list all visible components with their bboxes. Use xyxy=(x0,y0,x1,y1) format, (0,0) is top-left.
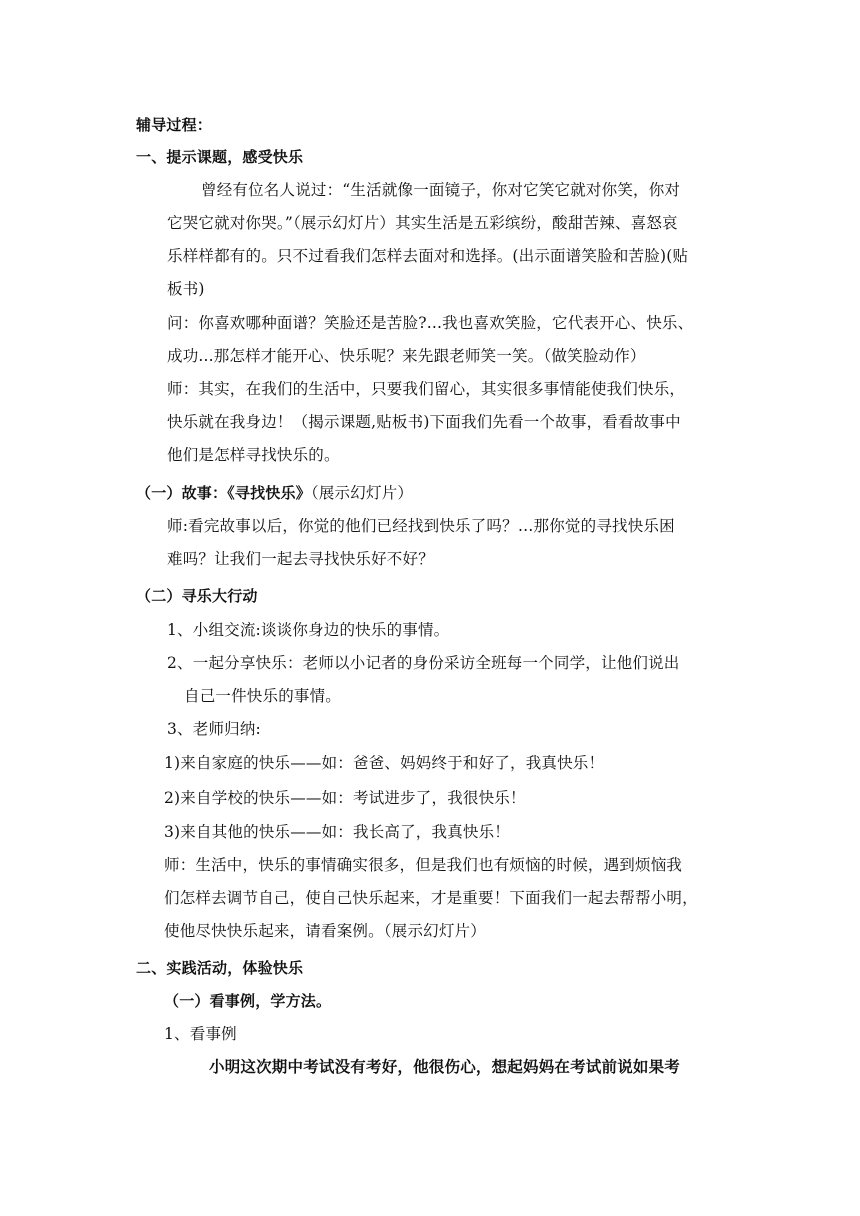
section2-title: 二、实践活动，体验快乐 xyxy=(136,959,304,977)
section2-item1: 1、看事例 xyxy=(164,1025,237,1043)
teacher-line3: 使他尽快快乐起来，请看案例。（展示幻灯片） xyxy=(164,922,486,940)
para3-line1: 师：其实，在我们的生活中，只要我们留心，其实很多事情能使我们快乐， xyxy=(167,380,686,398)
sub2-item2-line1: 2、一起分享快乐：老师以小记者的身份采访全班每一个同学，让他们说出 xyxy=(167,654,680,672)
sub2-title: （二）寻乐大行动 xyxy=(136,587,258,605)
para1-line4: 板书) xyxy=(167,280,205,298)
sub2-item2-line2: 自己一件快乐的事情。 xyxy=(184,687,342,705)
summary-line1: 1)来自家庭的快乐——如：爸爸、妈妈终于和好了，我真快乐！ xyxy=(164,754,605,772)
teacher-line1: 师：生活中，快乐的事情确实很多，但是我们也有烦恼的时候，遇到烦恼我 xyxy=(164,856,683,874)
para1-line3: 乐样样都有的。只不过看我们怎样去面对和选择。(出示面谱笑脸和苦脸)(贴 xyxy=(167,247,689,265)
para1-line1: 曾经有位名人说过：“生活就像一面镜子，你对它笑它就对你笑，你对 xyxy=(201,181,681,199)
sub1-line2: 难吗？让我们一起去寻找快乐好不好？ xyxy=(167,550,434,568)
para2-line2: 成功...那怎样才能开心、快乐呢？来先跟老师笑一笑。（做笑脸动作） xyxy=(167,347,646,365)
section1-title: 一、提示课题，感受快乐 xyxy=(136,148,304,166)
summary-line2: 2)来自学校的快乐——如：考试进步了，我很快乐！ xyxy=(164,789,526,807)
sub1-title xyxy=(136,483,413,503)
para3-line2: 快乐就在我身边！（揭示课题,贴板书)下面我们先看一个故事，看看故事中 xyxy=(167,413,681,431)
section2-sub1-title: （一）看事例，学方法。 xyxy=(164,992,332,1010)
sub2-item3: 3、老师归纳: xyxy=(167,720,261,738)
para3-line3: 他们是怎样寻找快乐的。 xyxy=(167,446,340,464)
sub2-item1: 1、小组交流:谈谈你身边的快乐的事情。 xyxy=(167,621,450,639)
sub1-title-rest: （展示幻灯片） xyxy=(310,484,414,502)
para1-line2: 它哭它就对你哭。”（展示幻灯片）其实生活是五彩缤纷，酸甜苦辣、喜怒哀 xyxy=(167,214,678,232)
summary-line3: 3)来自其他的快乐——如：我长高了，我真快乐！ xyxy=(164,823,511,841)
case-text-line1: 小明这次期中考试没有考好，他很伤心，想起妈妈在考试前说如果考 xyxy=(209,1057,681,1076)
para2-line1: 问：你喜欢哪种面谱？笑脸还是苦脸?...我也喜欢笑脸，它代表开心、快乐、 xyxy=(167,314,694,332)
process-heading: 辅导过程： xyxy=(136,116,213,134)
teacher-line2: 们怎样去调节自己，使自己快乐起来，才是重要！下面我们一起去帮帮小明， xyxy=(164,889,698,907)
sub1-line1: 师:看完故事以后，你觉的他们已经找到快乐了吗？…那你觉的寻找快乐困 xyxy=(167,517,675,535)
sub1-title-bold: （一）故事：《寻找快乐》 xyxy=(136,484,311,502)
